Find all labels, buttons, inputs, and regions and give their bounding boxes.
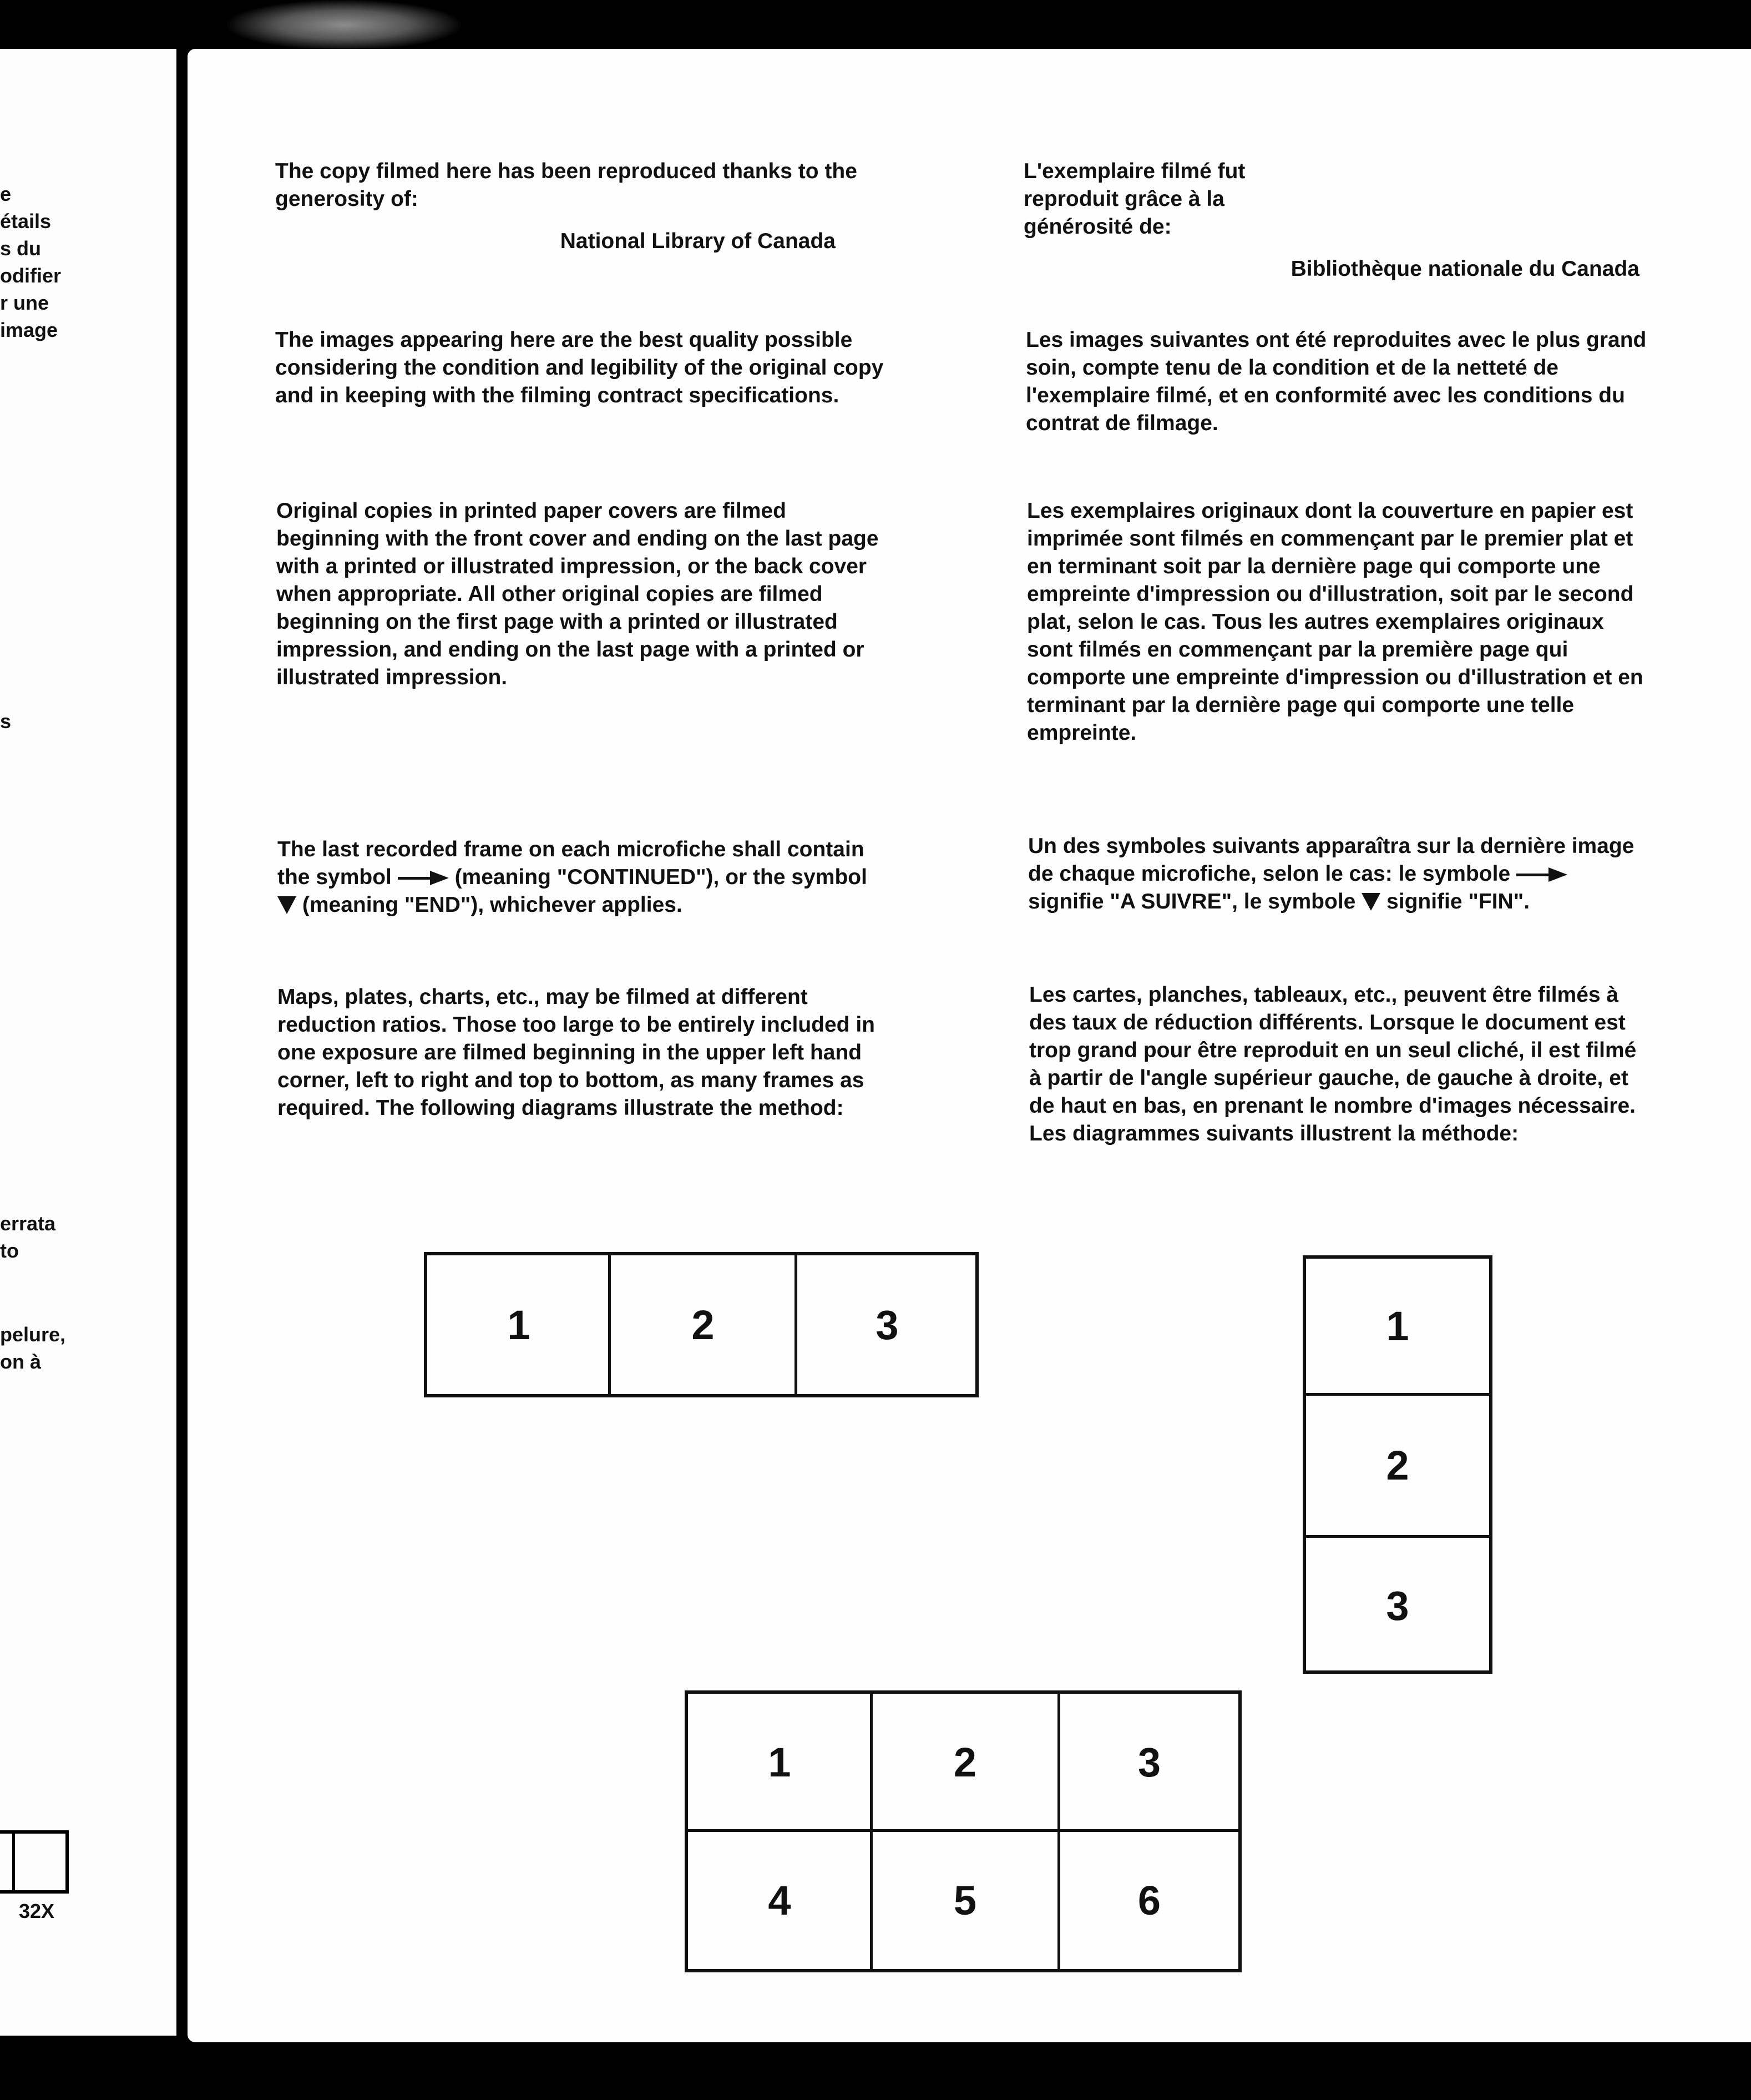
previous-page-fragment: odifier [0,264,62,287]
scan-artifact [227,0,460,50]
french-symbols [1028,832,1638,916]
reduction-label: 32X [19,1900,55,1922]
english-quality-text: The images appearing here are the best quality possible considering the condition and legibility of the original copy and in keeping with the filming contract specifications. [275,328,884,407]
english-maps [277,983,893,1122]
end-triangle-icon [277,896,296,914]
horizontal-frame-diagram [424,1252,979,1397]
french-institution: Bibliothèque nationale du Canada [1291,257,1639,281]
frame-cell: 2 [953,1739,977,1785]
english-symbols-part1: The last recorded frame on each microfiche shall contain the symbol [277,837,864,889]
fin-triangle-icon [1362,893,1380,911]
french-covers-text: Les exemplaires originaux dont la couverture en papier est imprimée sont filmés en commençant par le premier plat et en terminant soit par la dernière page qui comporte une empreinte d'impression ou d'illustration, soit par le second plat, selon le cas. Tous les autres exemplaires originaux sont filmés en commençant par la première page qui comporte une empreinte d'impression ou d'illustration et en terminant par la dernière page qui comporte une telle empreinte. [1027,499,1643,745]
vertical-frame-diagram [1303,1255,1492,1674]
ruler-tick [12,1830,15,1894]
french-symbols-part2: signifie "A SUIVRE", le symbole [1028,890,1356,913]
previous-page-fragment: on à [0,1350,42,1373]
english-symbols-part2: (meaning "CONTINUED"), or the symbol [454,865,867,889]
english-symbols-part3: (meaning "END"), whichever applies. [302,893,682,917]
frame-cell: 2 [1386,1442,1409,1488]
english-column [275,158,902,255]
previous-page-fragment: r une [0,291,49,314]
previous-page-fragment: étails [0,210,52,233]
frame-cell: 3 [1386,1583,1409,1629]
frame-cell: 6 [1137,1877,1161,1924]
french-column [1024,158,1639,283]
frame-cell: 1 [1386,1303,1409,1349]
filming-notice-page [188,49,1751,2042]
previous-page-fragment: errata [0,1212,56,1235]
english-symbols [277,836,882,919]
frame-cell: 1 [768,1739,791,1785]
french-thanks: L'exemplaire filmé fut reproduit grâce à la générosité de: [1024,159,1246,239]
english-institution: National Library of Canada [560,229,836,253]
french-symbols-part1: Un des symboles suivants apparaîtra sur la dernière image de chaque microfiche, selon le cas: le symbole [1028,834,1634,886]
reduction-ruler [0,1830,69,1894]
grid-frame-diagram [685,1690,1242,1972]
previous-page-fragment: to [0,1239,19,1262]
previous-page-edge [0,49,176,2036]
french-maps [1029,981,1651,1148]
frame-cell: 3 [875,1301,899,1348]
previous-page-fragment: image [0,319,58,341]
english-symbols-text [277,836,882,919]
english-covers-text: Original copies in printed paper covers are filmed beginning with the front cover and ending on the last page with a printed or illustrated impression, or the back cover when appropriate. All other original copies are filmed beginning on the first page with a printed or illustrated impression, and ending on the last page with a printed or illustrated impression. [276,499,879,689]
a-suivre-arrow-icon [1516,867,1567,882]
previous-page-fragment: s du [0,237,42,260]
french-symbols-text [1028,832,1638,916]
french-covers [1027,497,1654,747]
english-thanks: The copy filmed here has been reproduced thanks to the generosity of: [275,159,857,211]
frame-cell: 4 [768,1877,791,1924]
english-quality [275,326,902,410]
previous-page-fragment: s [0,710,12,733]
frame-cell: 5 [953,1877,977,1924]
frame-cell: 2 [691,1301,715,1348]
previous-page-fragment: pelure, [0,1323,66,1346]
continued-arrow-icon [398,871,449,885]
frame-cell: 1 [507,1301,530,1348]
french-symbols-part3: signifie "FIN". [1386,890,1530,913]
french-quality [1026,326,1647,437]
english-maps-text: Maps, plates, charts, etc., may be filmed at different reduction ratios. Those too large to be entirely included in one exposure are filmed beginning in the upper left hand corner, left to right and top to bottom, as many frames as required. The following diagrams illustrate the method: [277,985,875,1120]
english-covers [276,497,892,691]
frame-cell: 3 [1137,1739,1161,1785]
french-quality-text: Les images suivantes ont été reproduites avec le plus grand soin, compte tenu de la condition et de la netteté de l'exemplaire filmé, et en conformité avec les conditions du contrat de filmage. [1026,328,1647,435]
french-maps-text: Les cartes, planches, tableaux, etc., peuvent être filmés à des taux de réduction différents. Lorsque le document est trop grand pour être reproduit en un seul cliché, il est filmé à partir de l'angle supérieur gauche, de gauche à droite, et de haut en bas, en prenant le nombre d'images nécessaire. Les diagrammes suivants illustrent la méthode: [1029,983,1637,1145]
previous-page-fragment: e [0,183,12,205]
